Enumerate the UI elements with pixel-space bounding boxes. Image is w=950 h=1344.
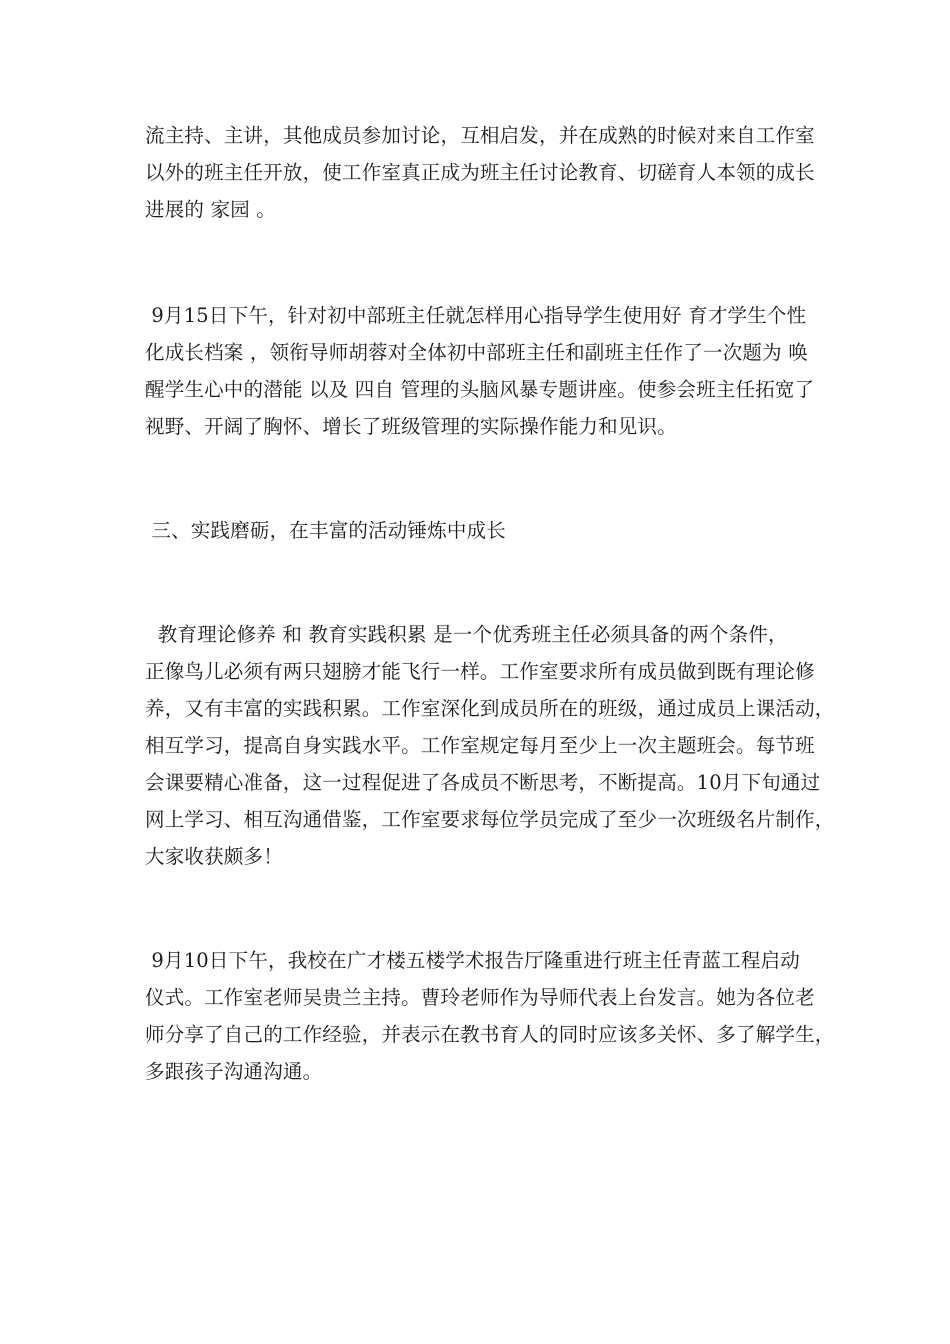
paragraph-4-line: 师分享了自己的工作经验，并表示在教书育人的同时应该多关怀、多了解学生， (145, 1023, 835, 1046)
paragraph-3-line: 相互学习，提高自身实践水平。工作室规定每月至少上一次主题班会。每节班 (145, 734, 815, 757)
section-heading: 三、实践磨砺，在丰富的活动锤炼中成长 (145, 519, 506, 542)
paragraph-3-line: 教育理论修养 和 教育实践积累 是一个优秀班主任必须具备的两个条件， (145, 623, 788, 646)
paragraph-2-line: 化成长档案 ，领衔导师胡蓉对全体初中部班主任和副班主任作了一次题为 唤 (145, 341, 808, 364)
paragraph-2-line: 视野、开阔了胸怀、增长了班级管理的实际操作能力和见识。 (145, 415, 677, 438)
paragraph-3-line: 养，又有丰富的实践积累。工作室深化到成员所在的班级，通过成员上课活动， (145, 697, 835, 720)
paragraph-1-line: 进展的 家园 。 (145, 198, 276, 221)
paragraph-3-line: 大家收获颇多！ (145, 845, 283, 868)
paragraph-1-line: 流主持、主讲，其他成员参加讨论，互相启发，并在成熟的时候对来自工作室 (145, 124, 815, 147)
paragraph-4-line: 9月10日下午，我校在广才楼五楼学术报告厅隆重进行班主任青蓝工程启动 (145, 949, 800, 972)
paragraph-3-line: 正像鸟儿必须有两只翅膀才能飞行一样。工作室要求所有成员做到既有理论修 (145, 660, 815, 683)
paragraph-3-line: 会课要精心准备，这一过程促进了各成员不断思考，不断提高。10月下旬通过 (145, 771, 821, 794)
paragraph-3-line: 网上学习、相互沟通借鉴，工作室要求每位学员完成了至少一次班级名片制作， (145, 808, 835, 831)
paragraph-2-line: 9月15日下午，针对初中部班主任就怎样用心指导学生使用好 育才学生个性 (145, 304, 807, 327)
paragraph-4-line: 多跟孩子沟通沟通。 (145, 1060, 323, 1083)
paragraph-1-line: 以外的班主任开放，使工作室真正成为班主任讨论教育、切磋育人本领的成长 (145, 161, 815, 184)
paragraph-4-line: 仪式。工作室老师吴贵兰主持。曹玲老师作为导师代表上台发言。她为各位老 (145, 986, 815, 1009)
paragraph-2-line: 醒学生心中的潜能 以及 四自 管理的头脑风暴专题讲座。使参会班主任拓宽了 (145, 378, 815, 401)
